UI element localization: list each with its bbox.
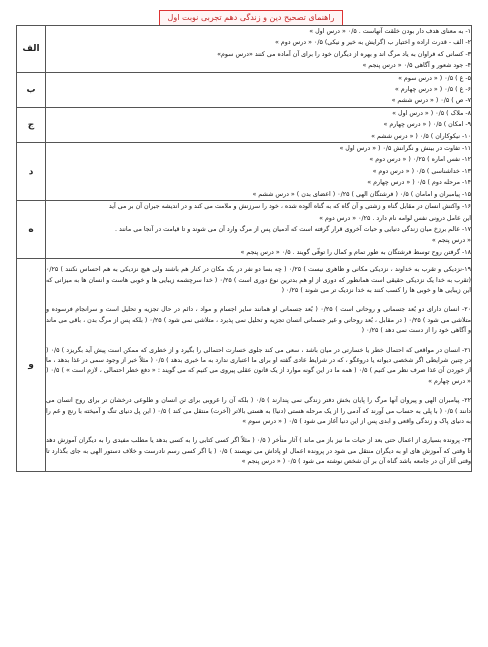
section-letter: د bbox=[17, 143, 46, 201]
answer-paragraph: ۲۰- انسان دارای دو بُعد جسمانی و روحانی است ) ۰/۲۵ ( بُعد جسمانی او همانند سایر اجسام و مواد ، دائم در حال تجزیه و تحلیل است و سرانجام فرسوده و متلاشی می شود ) ۰/۲۵ ( در مقابل ، بُعد روحانی و غیر جسمانی انسان تجزیه و تحلیل نمی پذیرد ، متلاشی نمی شود ) ۰/۲۵ ( بلکه پس از مرگ بدن ، باقی می ماند و آگاهی خود را از دست نمی دهد ) ۰/۲۵ ( bbox=[46, 306, 471, 335]
answer-item: ۱۰- نیکوکاران ) ۰/۵ ( « درس ششم » bbox=[371, 132, 471, 140]
answer-key-table bbox=[16, 25, 472, 472]
section-row bbox=[17, 259, 472, 472]
answer-item: ۸- ملاک ) ۰/۵ ( « درس اول » bbox=[392, 109, 471, 117]
answer-paragraph: ۲۳- پرونده بسیاری از اعمال حتی بعد از حیات ما نیز باز می ماند ) آثار متأخر ( ۰/۵ ( مثلاً اگر کسی کتابی را به کسی بدهد یا مطلب مفیدی را به دیگران آموزش دهد تا وقتی که آموزش های او به دیگران منتقل می شود در پرونده اعمال او پاداش می نویسند ) ۰/۵ ( یا اگر کسی رسم نادرست و خلاف دستور الهی به جای بگذارد تا وقتی آثار آن در جامعه باشد گناه آن بر آن شخص نوشته می شود ) ۰/۵ ( « درس پنجم » bbox=[46, 437, 471, 466]
section-letter: ه bbox=[17, 201, 46, 259]
section-letter: و bbox=[17, 259, 46, 472]
section-letter: الف bbox=[17, 26, 46, 73]
answer-paragraph: ۲۱- انسان در مواقعی که احتمال خطر یا خسارتی در میان باشد ، سعی می کند جلوی خسارت احتمالی را بگیرد و از خطری که ممکن است پیش آید بگریزد ) ۰/۵ ( در چنین شرایطی اگر شخصی دیوانه یا دروغگو ، که در شرایط عادی گفته او برای ما اعتباری ندارد به ما خبری بدهد ) ۰/۵ ( مثلاً خبر از وجود سمی در غذا بدهد ، ما از خوردن آن غذا صرف نظر می کنیم ) ۰/۵ ( همه ما در این گونه موارد از یک قانون عقلی پیروی می کنیم که می گویند : « دفع خطر احتمالی ، لازم است » ) ۰/۵ ( « درس چهارم » bbox=[46, 346, 471, 385]
answer-item: ۱۱- تفاوت در بینش و نگرانش ۰/۵ ( « درس اول » bbox=[339, 145, 471, 153]
answer-paragraph: ۱۹-نزدیکی و تقرب به خداوند ، نزدیکی مکانی و ظاهری نیست ) ۰/۲۵ ( چه بسا دو نفر در یک مکان در کنار هم باشند ولی هیچ نزدیکی به هم احساس نکنند ) ۰/۲۵ (تقرب به خدا یک نزدیکی حقیقی است همانطور که دوری از او هم بدترین نوع دوری است ) ۰/۲۵ ( خدا سرچشمه زیبایی ها و خوبی هاست و انسان ها به میزانی که این زیبایی ها و خوبی ها را کسب کنند به خدا نزدیک تر می شوند ) ۰/۲۵ ( bbox=[46, 266, 471, 294]
document-title: راهنمای تصحیح دین و زندگی دهم تجربی نوبت اول bbox=[159, 10, 343, 26]
section-content bbox=[46, 143, 472, 201]
answer-item: ۱۷- عالم برزخ میان زندگی دنیایی و حیات آخروی قرار گرفته است که آدمیان پس از مرگ وارد آن می شوند و تا قیامت در آنجا می مانند . bbox=[114, 225, 471, 233]
section-content bbox=[46, 72, 472, 107]
answer-item: ۱۴- مرحله دوم ) ۰/۵ ( « درس چهارم » bbox=[367, 179, 471, 187]
answer-item: ۴- جود شعور و آگاهی ۰/۵ « درس پنجم » bbox=[362, 62, 471, 70]
section-row bbox=[17, 72, 472, 107]
answer-item: ۱- به معنای هدف دار بودن خلقت آنهاست . ۰/۵ « درس اول » bbox=[309, 28, 471, 35]
answer-item: ۶- غ ) ۰/۵ ( « درس چهارم » bbox=[394, 86, 471, 94]
answer-paragraph: ۲۲- پیامبران الهی و پیروان آنها مرگ را پایان بخش دفتر زندگی نمی پندارند ) ۰/۵ ( بلکه آن را غروبی برای تن انسان و طلوعی درخشان تر برای روح انسان می دانند ) ۰/۵ ( با پلی به حساب می آورند که آدمی را از یک مرحله هستی (دنیا) به هستی بالاتر (آخرت) منتقل می کند ) ۰/۵ ( این پل دنیای تنگ و آمیخته با رنج و غم را به دنیای پاک و زندگی واقعی و ابدی پس از این دنیا آغاز می شود ) ۰/۵ ( « درس سوم » bbox=[46, 397, 471, 425]
answer-item: ۱۳- خداشناسی ) ۰/۵ ( « درس دوم » bbox=[372, 167, 471, 175]
section-letter: ب bbox=[17, 72, 46, 107]
answer-item: ۹- امکان ) ۰/۵ ( « درس چهارم » bbox=[383, 121, 471, 129]
section-content bbox=[46, 107, 472, 142]
section-row bbox=[17, 143, 472, 201]
answer-item: ۲- الف - قدرت اراده و اختیار ب (گرایش به خیر و نیکی) ۰/۵ « درس دوم » bbox=[274, 39, 471, 47]
answer-item: ۱۲- نفس اماره ) ۰/۲۵ ( « درس دوم » bbox=[369, 156, 471, 164]
section-row bbox=[17, 107, 472, 142]
answer-item: « درس پنجم » bbox=[431, 237, 471, 245]
section-letter: ج bbox=[17, 107, 46, 142]
answer-item: ۷- ص ) ۰/۵ ( « درس ششم » bbox=[391, 97, 471, 105]
answer-item: ۵- غ ) ۰/۵ ( « درس سوم » bbox=[398, 74, 471, 82]
answer-item: ۱۸- گرفتن روح توسط فرشتگان به طور تمام و کمال را توفّی گویند . ۰/۵ « درس پنجم » bbox=[240, 248, 471, 256]
answer-item: ۳- کسانی که فراوان به یاد مرگ اند و بهره از دیگران خود را برای آن آماده می کنند «درس سوم» bbox=[217, 50, 471, 58]
section-content bbox=[46, 259, 472, 472]
section-content bbox=[46, 26, 472, 73]
answer-item: ۱۵- پیامبران و امامان ) ۰/۵ ( فرشتگان الهی ) ۰/۲۵ ( اعضای بدن ) « درس ششم » bbox=[252, 190, 471, 198]
answer-item: این عامل درونی نفس لوامه نام دارد . ۰/۲۵ « درس دوم » bbox=[319, 214, 471, 222]
answer-item: ۱۶- واکنش انسان در مقابل گناه و زشتی و آن گاه که به گناه آلوده شده ، خود را سرزنش و ملامت می کند و در اندیشه جبران آن بر می آید bbox=[108, 203, 471, 211]
section-row bbox=[17, 26, 472, 73]
section-content bbox=[46, 201, 472, 259]
section-row bbox=[17, 201, 472, 259]
